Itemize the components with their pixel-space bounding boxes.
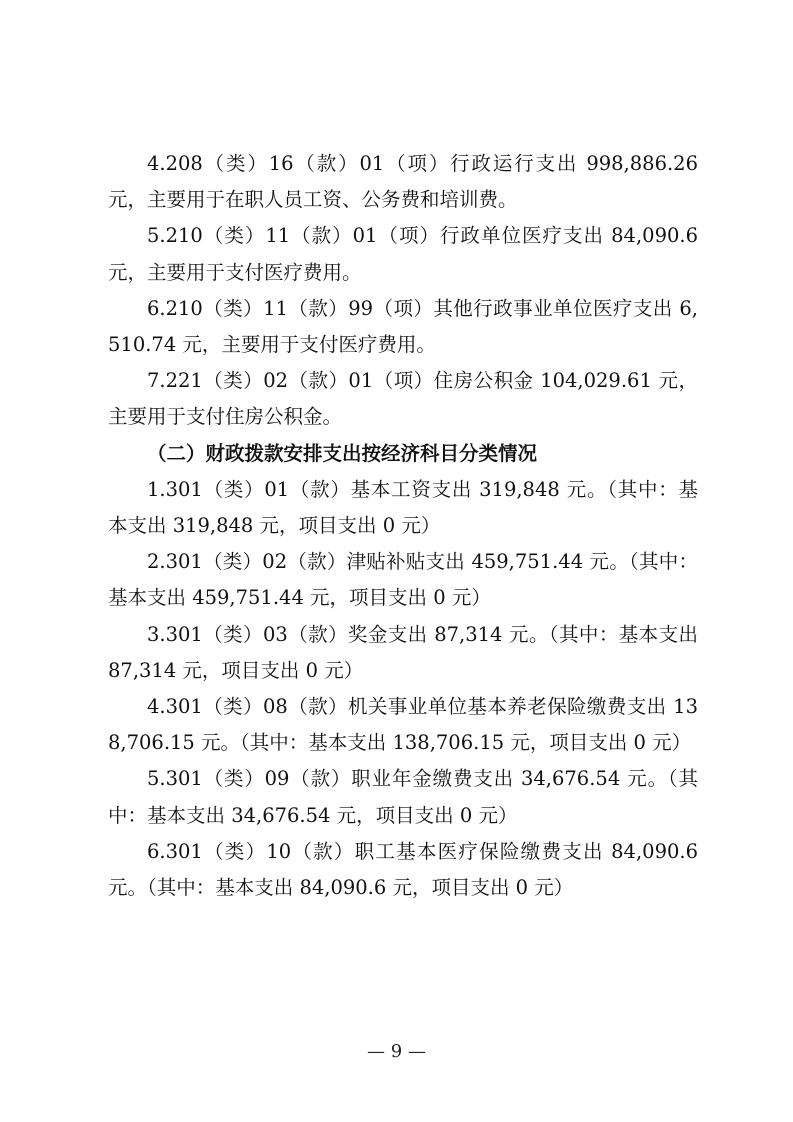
section-heading: （二）财政拨款安排支出按经济科目分类情况 bbox=[147, 441, 538, 465]
paragraph-item-7: 7.221（类）02（款）01（项）住房公积金 104,029.61 元，主要用于支付住房公积金。 bbox=[108, 369, 698, 429]
document-body bbox=[108, 146, 698, 906]
paragraph-item-4: 4.208（类）16（款）01（项）行政运行支出 998,886.26 元，主要用于在职人员工资、公务费和培训费。 bbox=[108, 152, 698, 212]
paragraph-item-5: 5.210（类）11（款）01（项）行政单位医疗支出 84,090.6 元，主要用于支付医疗费用。 bbox=[108, 224, 698, 284]
economic-item-1: 1.301（类）01（款）基本工资支出 319,848 元。（其中：基本支出 319,848 元，项目支出 0 元） bbox=[108, 477, 698, 538]
economic-item-5: 5.301（类）09（款）职业年金缴费支出 34,676.54 元。（其中：基本支出 34,676.54 元，项目支出 0 元） bbox=[108, 767, 698, 827]
economic-item-4: 4.301（类）08（款）机关事业单位基本养老保险缴费支出 138,706.15 元。（其中：基本支出 138,706.15 元，项目支出 0 元） bbox=[108, 695, 698, 755]
page-number: — 9 — bbox=[367, 1041, 426, 1062]
paragraph-item-6: 6.210（类）11（款）99（项）其他行政事业单位医疗支出 6,510.74 元，主要用于支付医疗费用。 bbox=[108, 296, 698, 357]
economic-item-3: 3.301（类）03（款）奖金支出 87,314 元。（其中：基本支出 87,314 元，项目支出 0 元） bbox=[108, 622, 698, 682]
economic-item-6: 6.301（类）10（款）职工基本医疗保险缴费支出 84,090.6 元。（其中：基本支出 84,090.6 元，项目支出 0 元） bbox=[108, 839, 698, 900]
economic-item-2: 2.301（类）02（款）津贴补贴支出 459,751.44 元。（其中：基本支出 459,751.44 元，项目支出 0 元） bbox=[108, 550, 698, 610]
